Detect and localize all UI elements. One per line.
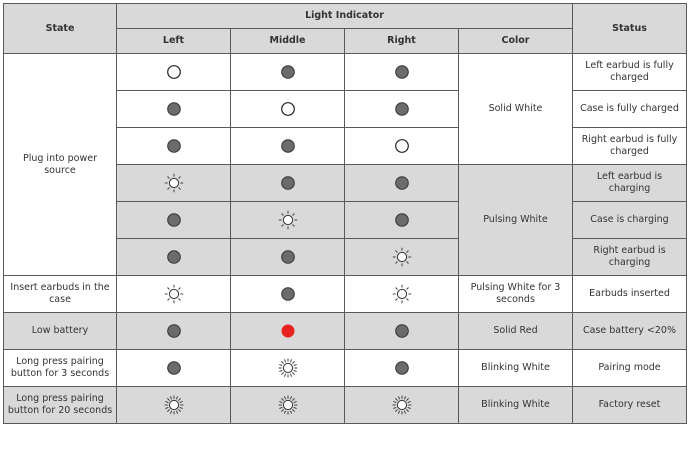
header-color: Color [459, 29, 573, 54]
status-cell: Right earbud is fully charged [573, 128, 687, 165]
pulsing-light-icon [391, 246, 413, 268]
grey-dot-icon [277, 246, 299, 268]
pulsing-light-icon [391, 283, 413, 305]
grey-dot-icon [163, 320, 185, 342]
left-cell [117, 350, 231, 387]
header-left: Left [117, 29, 231, 54]
middle-cell [231, 128, 345, 165]
white-circle-icon [277, 98, 299, 120]
status-cell: Right earbud is charging [573, 239, 687, 276]
middle-cell [231, 387, 345, 424]
grey-dot-icon [277, 135, 299, 157]
middle-cell [231, 165, 345, 202]
color-cell: Pulsing White [459, 165, 573, 276]
color-cell: Blinking White [459, 387, 573, 424]
blinking-light-icon [277, 394, 299, 416]
blinking-light-icon [391, 394, 413, 416]
light-indicator-table [3, 3, 687, 424]
header-light-indicator: Light Indicator [117, 4, 573, 29]
color-cell: Pulsing White for 3 seconds [459, 276, 573, 313]
right-cell [345, 165, 459, 202]
status-cell: Left earbud is charging [573, 165, 687, 202]
header-middle: Middle [231, 29, 345, 54]
left-cell [117, 54, 231, 91]
table-row [4, 387, 687, 424]
middle-cell [231, 202, 345, 239]
right-cell [345, 91, 459, 128]
pulsing-light-icon [163, 172, 185, 194]
right-cell [345, 202, 459, 239]
middle-cell [231, 276, 345, 313]
right-cell [345, 276, 459, 313]
left-cell [117, 202, 231, 239]
state-cell: Insert earbuds in the case [4, 276, 117, 313]
status-cell: Pairing mode [573, 350, 687, 387]
left-cell [117, 313, 231, 350]
grey-dot-icon [391, 98, 413, 120]
grey-dot-icon [163, 246, 185, 268]
grey-dot-icon [391, 172, 413, 194]
left-cell [117, 128, 231, 165]
header-status: Status [573, 4, 687, 54]
state-cell: Plug into power source [4, 54, 117, 276]
grey-dot-icon [391, 209, 413, 231]
status-cell: Case is charging [573, 202, 687, 239]
status-cell: Earbuds inserted [573, 276, 687, 313]
left-cell [117, 387, 231, 424]
middle-cell [231, 350, 345, 387]
table-row [4, 350, 687, 387]
left-cell [117, 239, 231, 276]
color-cell: Solid Red [459, 313, 573, 350]
left-cell [117, 165, 231, 202]
state-cell: Low battery [4, 313, 117, 350]
right-cell [345, 313, 459, 350]
middle-cell [231, 313, 345, 350]
grey-dot-icon [391, 357, 413, 379]
grey-dot-icon [163, 98, 185, 120]
state-cell: Long press pairing button for 20 seconds [4, 387, 117, 424]
status-cell: Left earbud is fully charged [573, 54, 687, 91]
header-right: Right [345, 29, 459, 54]
pulsing-light-icon [277, 209, 299, 231]
color-cell: Solid White [459, 54, 573, 165]
grey-dot-icon [277, 61, 299, 83]
right-cell [345, 387, 459, 424]
grey-dot-icon [277, 283, 299, 305]
left-cell [117, 91, 231, 128]
right-cell [345, 350, 459, 387]
grey-dot-icon [163, 135, 185, 157]
middle-cell [231, 91, 345, 128]
header-state: State [4, 4, 117, 54]
middle-cell [231, 239, 345, 276]
middle-cell [231, 54, 345, 91]
right-cell [345, 239, 459, 276]
status-cell: Case battery <20% [573, 313, 687, 350]
grey-dot-icon [163, 209, 185, 231]
right-cell [345, 128, 459, 165]
state-cell: Long press pairing button for 3 seconds [4, 350, 117, 387]
table-row [4, 313, 687, 350]
pulsing-light-icon [163, 283, 185, 305]
right-cell [345, 54, 459, 91]
grey-dot-icon [391, 61, 413, 83]
status-cell: Factory reset [573, 387, 687, 424]
left-cell [117, 276, 231, 313]
grey-dot-icon [163, 357, 185, 379]
table-row [4, 54, 687, 91]
status-cell: Case is fully charged [573, 91, 687, 128]
color-cell: Blinking White [459, 350, 573, 387]
red-dot-icon [277, 320, 299, 342]
white-circle-icon [163, 61, 185, 83]
blinking-light-icon [277, 357, 299, 379]
white-circle-icon [391, 135, 413, 157]
grey-dot-icon [391, 320, 413, 342]
table-row [4, 276, 687, 313]
blinking-light-icon [163, 394, 185, 416]
grey-dot-icon [277, 172, 299, 194]
